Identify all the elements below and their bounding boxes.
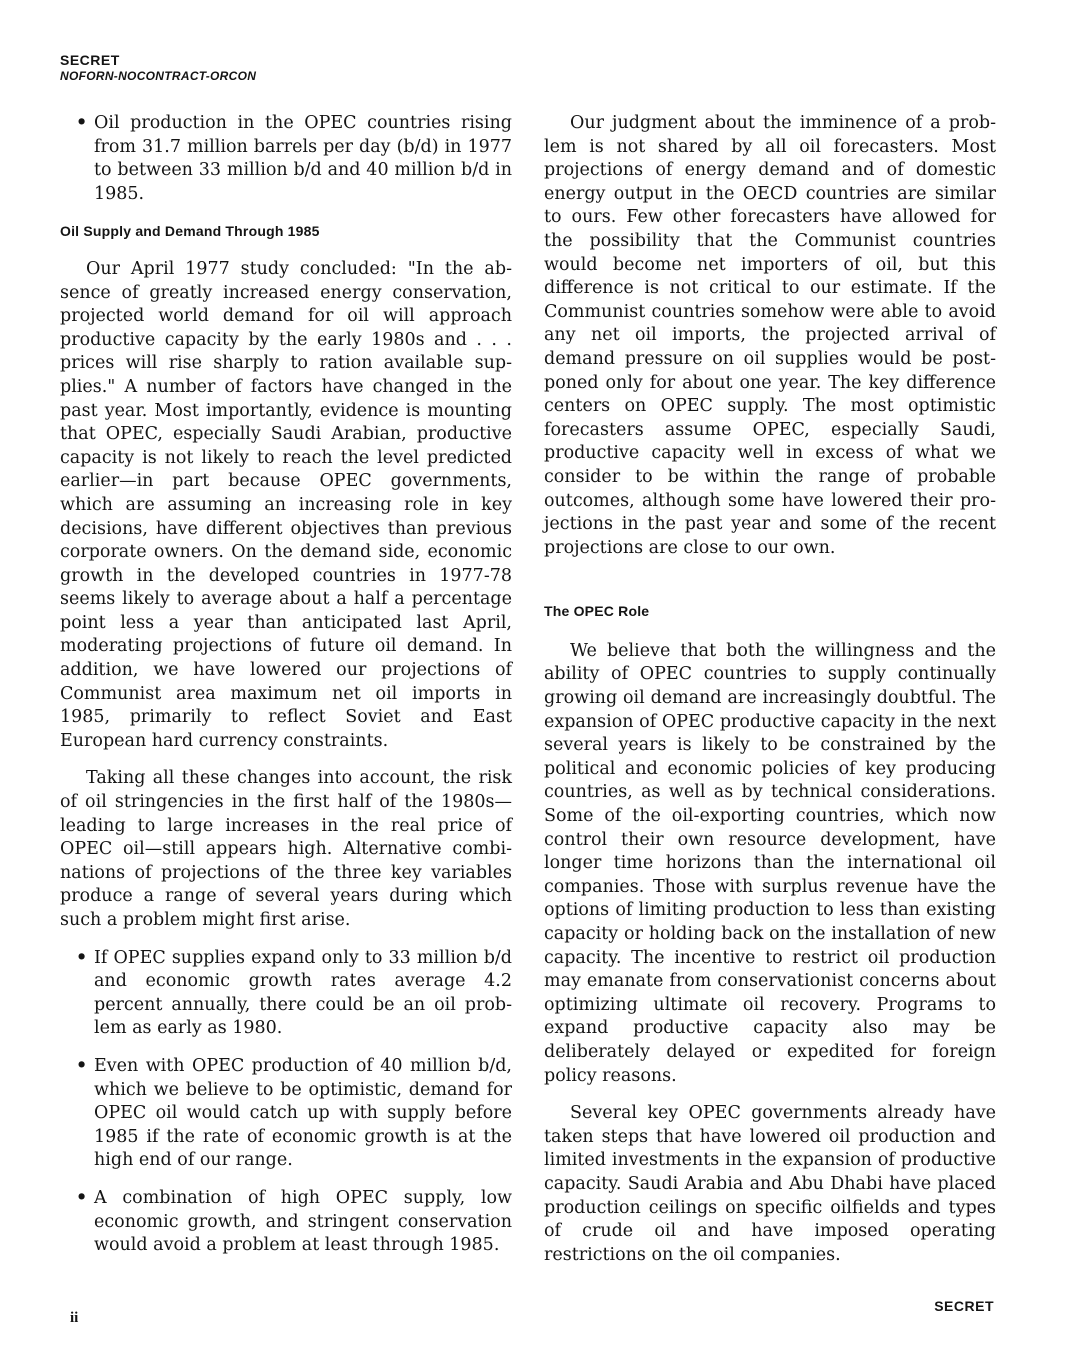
- left-column: [60, 112, 512, 1272]
- right-column: [544, 112, 996, 1281]
- paragraph: Taking all these changes into account, the risk of oil stringencies in the first half of the 1980s—leading to large increases in the real price of OPEC oil—still appears high. Alternative combinations of projections of the three key variables produce a range of several years during which such a problem might first arise.: [60, 768, 512, 930]
- bullet-item: [60, 1055, 512, 1173]
- top-classification-block: [60, 52, 256, 83]
- bullet-icon: •: [76, 947, 88, 968]
- classification-marking-top: SECRET: [60, 52, 120, 68]
- bullet-text: Oil production in the OPEC countries rising from 31.7 million barrels per day (b/d) in 1977 to between 33 million b/d and 40 million b/d in 1985.: [94, 113, 512, 204]
- bullet-item: [60, 112, 512, 206]
- bullet-icon: •: [76, 1055, 88, 1076]
- bullet-text: If OPEC supplies expand only to 33 million b/d and economic growth rates average 4.2 percent annually, there could be an oil problem as early as 1980.: [94, 947, 512, 1039]
- page-number: ii: [70, 1310, 79, 1326]
- paragraph: We believe that both the willingness and the ability of OPEC countries to supply continually growing oil demand are increasingly doubtful. The expansion of OPEC productive capacity in the next several years is likely to be constrained by the political and economic policies of key producing countries, as well as by technical considerations. Some of the oil-exporting countries, which now control their own resource development, have longer time horizons than the international oil companies. Those with surplus revenue have the options of limiting production to less than existing capacity or holding back on the installation of new capacity. The incentive to restrict oil production may emanate from conservationist concerns about optimizing ultimate oil recovery. Programs to expand productive capacity also may be deliberately delayed or expedited for foreign policy reasons.: [544, 640, 996, 1086]
- bullet-item: [60, 1187, 512, 1258]
- bullet-text: Even with OPEC production of 40 million b/d, which we believe to be optimistic, demand for OPEC oil would catch up with supply before 1985 if the rate of economic growth is at the high end of our range.: [94, 1055, 512, 1171]
- paragraph: Our judgment about the imminence of a problem is not shared by all oil forecasters. Most projections of energy demand and of domestic energy output in the OECD countries are similar to ours. Few other forecasters have allowed for the possibility that the Communist countries would become net importers of oil, but this difference is not critical to our estimate. If the Communist countries somehow were able to avoid any net oil imports, the projected arrival of demand pressure on oil supplies would be postponed only for about one year. The key difference centers on OPEC supply. The most optimistic forecasters assume OPEC, especially Saudi, productive capacity well in excess of what we consider to be within the range of probable outcomes, although some have lowered their projections in the past year and some of the recent projections are close to our own.: [544, 113, 996, 558]
- bullet-icon: •: [76, 1187, 88, 1208]
- paragraph: Our April 1977 study concluded: "In the absence of greatly increased energy conservation, projected world demand for oil will approach productive capacity by the early 1980s and . . . prices will rise sharply to ration available supplies." A number of factors have changed in the past year. Most importantly, evidence is mounting that OPEC, especially Saudi Arabian, productive capacity is not likely to reach the level predicted earlier—in part because OPEC governments, which are assuming an increasing role in key decisions, have different objectives than previous corporate owners. On the demand side, economic growth in the developed countries in 1977-78 seems likely to average about a half a percentage point less a year than anticipated last April, moderating projections of future oil demand. In addition, we have lowered our projections of Communist area maximum net oil imports in 1985, primarily to reflect Soviet and East European hard currency constraints.: [60, 258, 512, 751]
- section-heading-oil-supply: Oil Supply and Demand Through 1985: [60, 223, 320, 240]
- bullet-text: A combination of high OPEC supply, low economic growth, and stringent conservation would avoid a problem at least through 1985.: [94, 1187, 512, 1256]
- bullet-item: [60, 947, 512, 1041]
- section-heading-opec-role: The OPEC Role: [544, 603, 650, 620]
- paragraph: Several key OPEC governments already have taken steps that have lowered oil production and limited investments in the expansion of productive capacity. Saudi Arabia and Abu Dhabi have placed production ceilings on specific oilfields and types of crude oil and have imposed operating restrictions on the oil companies.: [544, 1103, 996, 1265]
- dissemination-caveat: NOFORN-NOCONTRACT-ORCON: [60, 68, 257, 83]
- classification-marking-bottom: SECRET: [934, 1298, 994, 1314]
- bullet-icon: •: [76, 113, 88, 133]
